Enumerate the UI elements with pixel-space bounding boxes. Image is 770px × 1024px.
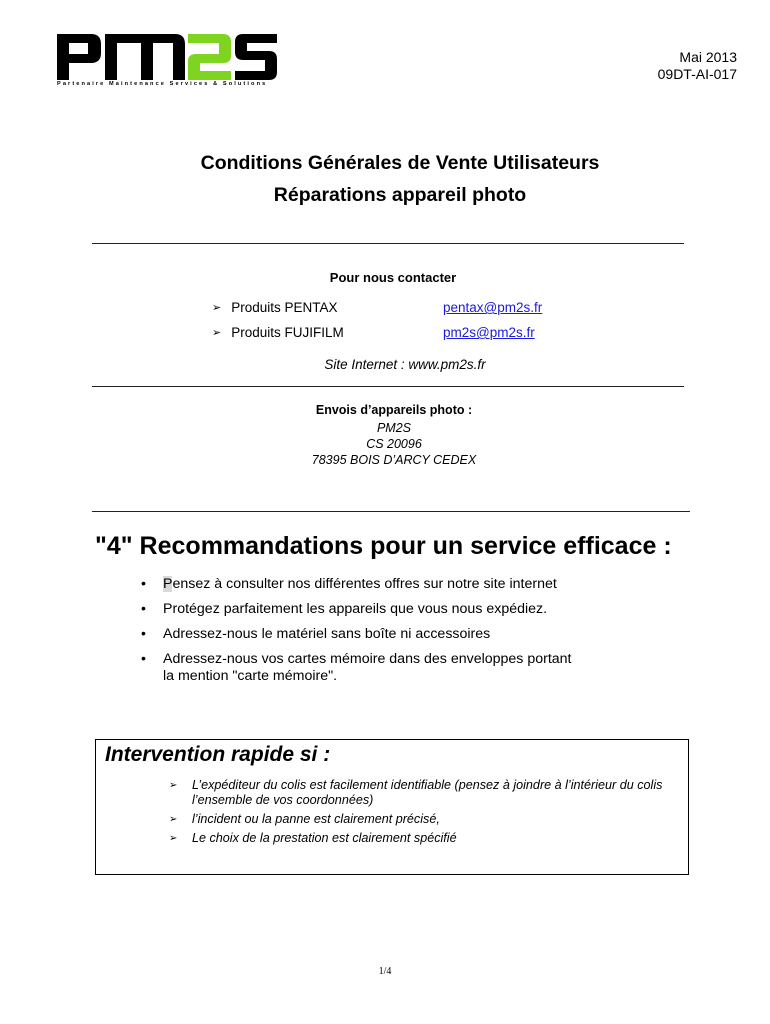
bullet-dot-icon: • bbox=[141, 626, 146, 642]
separator-rule bbox=[92, 511, 690, 512]
recommendations-list bbox=[141, 576, 721, 693]
intervention-list bbox=[169, 778, 679, 850]
list-item bbox=[169, 778, 679, 808]
intervention-text: Le choix de la prestation est clairement spécifié bbox=[192, 831, 457, 845]
arrow-bullet-icon: ➢ bbox=[212, 302, 222, 314]
arrow-bullet-icon: ➢ bbox=[169, 833, 178, 844]
intervention-text: L’expéditeur du colis est facilement identifiable (pensez à joindre à l’intérieur du colis l’ensemble de vos coordonnées) bbox=[192, 778, 663, 807]
list-item bbox=[169, 812, 679, 827]
separator-rule bbox=[92, 243, 684, 244]
intervention-box bbox=[95, 739, 689, 875]
bullet-dot-icon: • bbox=[141, 651, 146, 667]
list-item bbox=[169, 831, 679, 846]
pm2s-logo bbox=[57, 34, 277, 90]
recommendation-text: Protégez parfaitement les appareils que vous nous expédiez. bbox=[163, 601, 548, 617]
document-title-line2: Réparations appareil photo bbox=[273, 184, 527, 206]
highlighted-first-letter: P bbox=[163, 576, 173, 592]
contact-heading: Pour nous contacter bbox=[329, 270, 457, 285]
pentax-email-link[interactable]: pentax@pm2s.fr bbox=[443, 300, 543, 315]
recommendation-text: Adressez-nous vos cartes mémoire dans des enveloppes portant la mention "carte mémoire". bbox=[163, 651, 572, 684]
recommendation-text: Adressez-nous le matériel sans boîte ni accessoires bbox=[163, 626, 491, 642]
pm2s-logo-mark bbox=[57, 34, 277, 80]
shipping-address-line: CS 20096 bbox=[366, 437, 422, 451]
arrow-bullet-icon: ➢ bbox=[169, 814, 178, 825]
shipping-address-line: 78395 BOIS D’ARCY CEDEX bbox=[311, 453, 477, 467]
arrow-bullet-icon: ➢ bbox=[169, 780, 178, 791]
shipping-heading: Envois d’appareils photo : bbox=[315, 403, 473, 417]
list-item bbox=[141, 651, 583, 685]
page-number: 1/4 bbox=[378, 966, 392, 977]
contact-item-label: Produits PENTAX bbox=[231, 300, 338, 315]
website-line: Site Internet : www.pm2s.fr bbox=[324, 357, 486, 372]
contact-item bbox=[212, 325, 344, 340]
list-item bbox=[141, 626, 721, 643]
list-item bbox=[141, 601, 721, 618]
shipping-address-line: PM2S bbox=[376, 421, 412, 435]
logo-tagline: Partenaire Maintenance Services & Solutions bbox=[57, 81, 268, 87]
recommendations-heading: "4" Recommandations pour un service efficace : bbox=[95, 532, 672, 560]
list-item bbox=[141, 576, 721, 593]
document-reference: 09DT-AI-017 bbox=[657, 66, 737, 82]
arrow-bullet-icon: ➢ bbox=[212, 327, 222, 339]
intervention-text: l’incident ou la panne est clairement précisé, bbox=[192, 812, 440, 826]
document-header-info bbox=[658, 49, 737, 83]
contact-item-label: Produits FUJIFILM bbox=[231, 325, 344, 340]
contact-item bbox=[212, 300, 338, 315]
bullet-dot-icon: • bbox=[141, 576, 146, 592]
document-date: Mai 2013 bbox=[679, 49, 737, 65]
recommendation-text: ensez à consulter nos différentes offres sur notre site internet bbox=[172, 576, 557, 592]
bullet-dot-icon: • bbox=[141, 601, 146, 617]
intervention-heading: Intervention rapide si : bbox=[105, 743, 331, 766]
document-title-line1: Conditions Générales de Vente Utilisateurs bbox=[200, 152, 600, 174]
fujifilm-email-link[interactable]: pm2s@pm2s.fr bbox=[443, 325, 535, 340]
separator-rule bbox=[92, 386, 684, 387]
